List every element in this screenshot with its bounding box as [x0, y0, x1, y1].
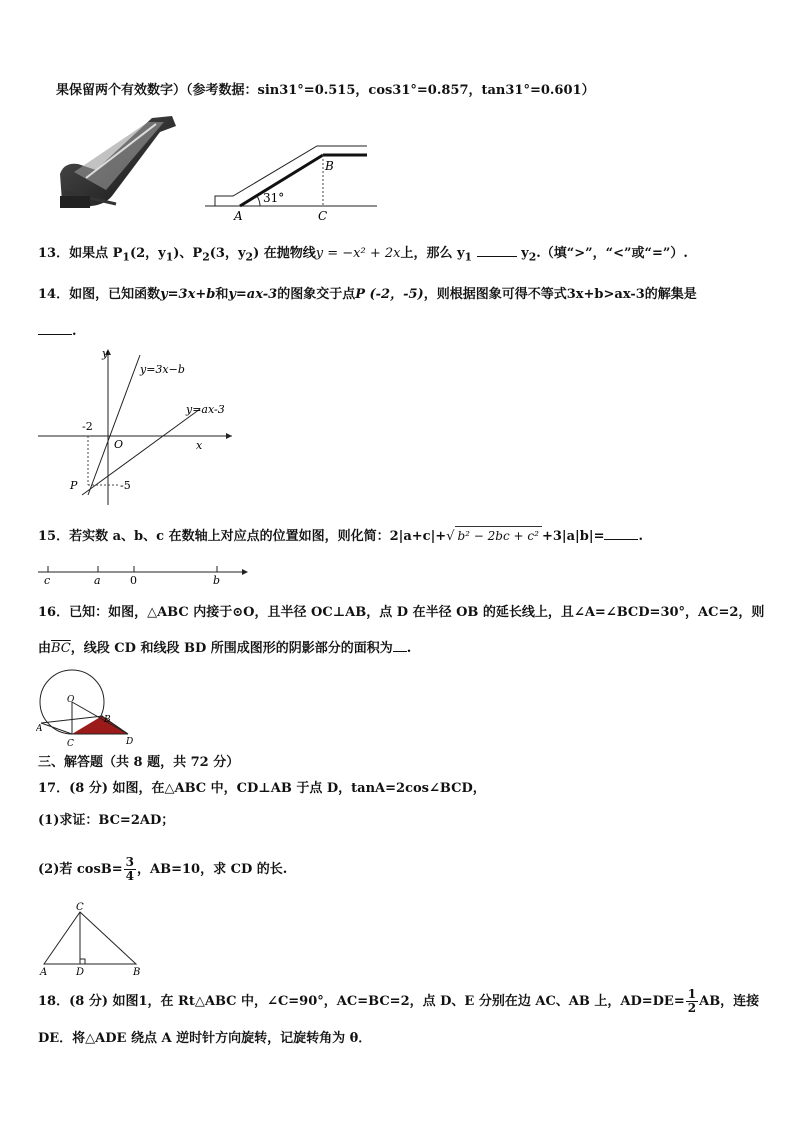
- q15-part: 15．若实数 a、b、c 在数轴上对应点的位置如图，则化简：2|a+c|+: [38, 529, 447, 544]
- q17-B: B: [133, 967, 141, 978]
- q13-part: 上，那么 y: [400, 246, 465, 261]
- q13-sub: 2: [528, 250, 537, 264]
- escalator-diagram: [205, 140, 380, 225]
- axis-y: y: [102, 347, 109, 360]
- q13-sub: 2: [245, 250, 254, 264]
- q15-answer-blank[interactable]: [604, 539, 638, 540]
- q16-line1: 16．已知：如图，△ABC 内接于⊙O，且半径 OC⊥AB，点 D 在半径 OB 的延长线上，且∠A=∠BCD=30°，AC=2，则: [38, 605, 765, 620]
- q13-part: )、P: [173, 246, 203, 261]
- q14-graph: [36, 345, 236, 507]
- q15-tail: .: [638, 529, 643, 544]
- q17-numerator: 3: [125, 855, 135, 869]
- q18-denominator: 2: [687, 1001, 697, 1015]
- q13-part: ) 在抛物线: [253, 246, 316, 261]
- q18-part: AB，连接: [699, 994, 760, 1009]
- q14-part: 和: [215, 287, 229, 302]
- q13-sub: 1: [122, 250, 130, 264]
- q14-part: 14．如图，已知函数: [38, 287, 161, 302]
- q14-text: [38, 286, 697, 304]
- q13-answer-blank[interactable]: [477, 256, 517, 257]
- q16-D: D: [126, 737, 134, 747]
- q16-A: A: [36, 724, 43, 734]
- q16-line2: [38, 640, 411, 658]
- q18-part: 18．(8 分) 如图1，在 Rt△ABC 中，∠C=90°，AC=BC=2，点 D、E 分别在边 AC、AB 上，AD=DE=: [38, 994, 685, 1009]
- q14-answer-blank[interactable]: [38, 334, 72, 335]
- q14-tail: .: [72, 324, 77, 339]
- nl-a: a: [94, 574, 101, 587]
- q16-O: O: [67, 695, 75, 705]
- q18-line1: [38, 982, 759, 1022]
- q17-C: C: [76, 902, 84, 913]
- nl-zero: 0: [130, 574, 137, 587]
- q13-text: [38, 245, 688, 267]
- tick-minus2: -2: [82, 420, 93, 433]
- q17-line1: 17．(8 分) 如图，在△ABC 中，CD⊥AB 于点 D，tanA=2cos∠BCD，: [38, 781, 486, 796]
- nl-b: b: [213, 574, 221, 587]
- label-B: B: [325, 159, 334, 173]
- q16-C: C: [67, 739, 74, 749]
- q17-fraction: [124, 856, 136, 883]
- q16-part: ，线段 CD 和线段 BD 所围成图形的阴影部分的面积为: [70, 641, 393, 656]
- q12-text: 果保留两个有效数字）（参考数据：sin31°=0.515，cos31°=0.857，tan31°=0.601）: [56, 83, 595, 98]
- q16-part: 由: [38, 641, 52, 656]
- line2-label: y=ax-3: [186, 403, 225, 416]
- q17-A: A: [40, 967, 48, 978]
- q17-denominator: 4: [125, 869, 135, 883]
- point-P: P: [70, 479, 78, 492]
- nl-c: c: [44, 574, 51, 587]
- q15-part: +3|a|b|=: [541, 529, 605, 544]
- label-A: A: [234, 209, 243, 223]
- q17-part: ，AB=10，求 CD 的长.: [137, 862, 288, 877]
- q17-part: (2)若 cosB=: [38, 862, 123, 877]
- q14-answer-line: [38, 323, 77, 341]
- q14-point: P (-2，-5): [355, 287, 424, 302]
- q13-sub: 2: [202, 250, 210, 264]
- q15-number-line: [36, 562, 250, 588]
- q13-part: (2，y: [129, 246, 166, 261]
- q13-sub: 1: [165, 250, 174, 264]
- line1-label: y=3x−b: [140, 363, 185, 376]
- q17-triangle: [36, 900, 148, 978]
- q14-func1: y=3x+b: [160, 287, 216, 302]
- q17-D: D: [76, 967, 85, 978]
- q16-B: B: [104, 715, 111, 725]
- q16-answer-blank[interactable]: [393, 651, 407, 652]
- q13-sub: 1: [464, 250, 473, 264]
- escalator-photo: [56, 112, 178, 212]
- q18-numerator: 1: [687, 987, 697, 1001]
- section-3-heading: 三、解答题（共 8 题，共 72 分）: [38, 755, 240, 770]
- q17-line2: (1)求证：BC=2AD；: [38, 813, 175, 828]
- q13-part: 13．如果点 P: [38, 246, 123, 261]
- label-angle: 31°: [263, 191, 285, 205]
- origin-O: O: [114, 438, 124, 451]
- q13-part: y: [521, 246, 529, 261]
- q15-text: 15．若实数 a、b、c 在数轴上对应点的位置如图，则化简：2|a+c|+√ b² − 2bc + c² +3|a|b|= .: [38, 526, 643, 546]
- q16-figure: [36, 668, 146, 750]
- q18-fraction: [686, 988, 698, 1015]
- q18-line2: DE．将△ADE 绕点 A 逆时针方向旋转，记旋转角为 θ．: [38, 1031, 372, 1046]
- label-C: C: [318, 209, 328, 223]
- q14-part: 的解集是: [644, 287, 697, 302]
- q15-sqrt: b² − 2bc + c²: [455, 526, 542, 545]
- q13-part: (3，y: [209, 246, 246, 261]
- q14-func2: y=ax-3: [228, 287, 278, 302]
- q16-arc: $\overline{BC}$: [51, 641, 71, 656]
- q14-part: ，则根据图象可得不等式: [423, 287, 567, 302]
- q14-inequality: 3x+b>ax-3: [566, 287, 645, 302]
- q13-formula: y = −x² + 2x: [315, 246, 401, 261]
- q13-part: .（填“>”，“<”或“=”）.: [536, 246, 688, 261]
- axis-x: x: [196, 439, 203, 452]
- q16-tail: .: [406, 641, 412, 656]
- q17-line3: [38, 850, 287, 890]
- q14-part: 的图象交于点: [277, 287, 356, 302]
- tick-minus5: -5: [120, 479, 131, 492]
